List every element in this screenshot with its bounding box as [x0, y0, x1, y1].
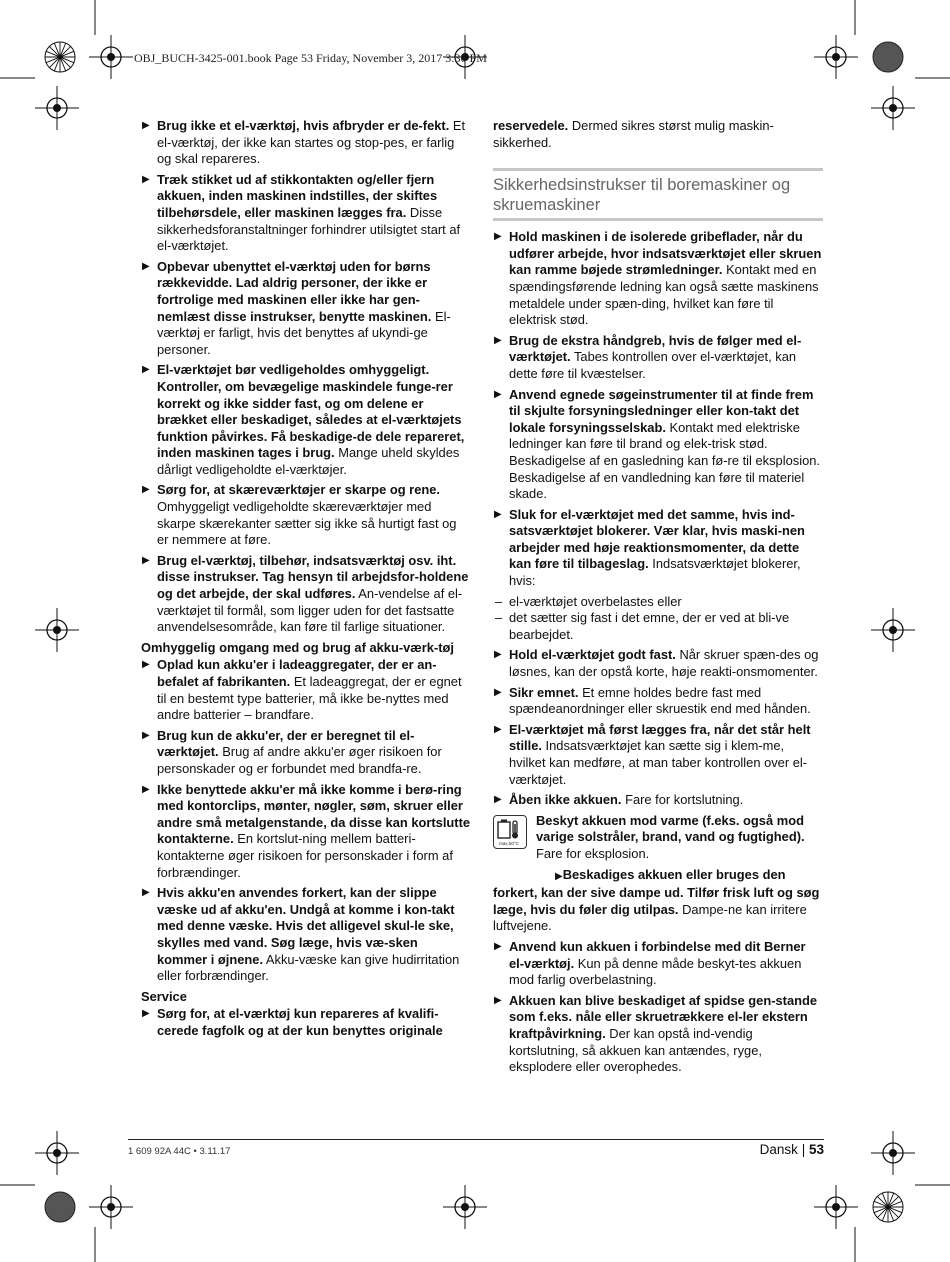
instruction-item — [493, 939, 823, 989]
footer-separator: | — [801, 1142, 806, 1157]
instruction-bold: Opbevar ubenyttet el-værktøj uden for børns rækkevidde. Lad aldrig personer, der ikke er fortrolige med maskinen eller ikke har gen-nemlæst disse instrukser, benytte maskinen. — [157, 258, 432, 324]
instruction-text: An-vendelse af el-værktøjet til formål, som ligger uden for det fastsatte anvendelsesområde, kan føre til farlige situationer. — [157, 586, 463, 635]
section-title: Sikkerhedsinstrukser til boremaskiner og skruemaskiner — [493, 168, 823, 221]
instruction-item — [141, 553, 471, 636]
instruction-text: Omhyggeligt vedligeholdte skæreværktøjer med skarpe skærekanter sætter sig ikke så hurtigt fast og er nemmere at føre. — [157, 499, 457, 548]
print-slug: OBJ_BUCH-3425-001.book Page 53 Friday, November 3, 2017 3:36 PM — [134, 51, 487, 65]
bullet-arrow-icon: ▶ — [494, 994, 502, 1006]
instruction-item — [141, 118, 471, 168]
bullet-arrow-icon: ▶ — [494, 231, 502, 243]
instruction-item — [493, 685, 823, 718]
bullet-arrow-icon: ▶ — [142, 1008, 150, 1020]
instruction-bold: Brug kun de akku'er, der er beregnet til el-værktøjet. — [157, 727, 415, 760]
instruction-bold: Hvis akku'en anvendes forkert, kan der slippe væske ud af akku'en. Undgå at komme i kon-takt med denne væske. Hvis det alligevel skul-le ske, skylles med vand. Søg læge, hvis væ-sken kommer i øjnene. — [157, 885, 455, 967]
instruction-bold: Hold maskinen i de isolerede gribeflader, når du udfører arbejde, hvor indsatsværktøjet eller skruen kan ramme bøjede strømledninger. — [509, 229, 822, 278]
footer-code: 1 609 92A 44C • 3.11.17 — [128, 1146, 231, 1157]
instruction-item — [493, 507, 823, 590]
heat-warning-text — [536, 813, 823, 863]
instruction-text: Disse sikkerhedsforanstaltninger forhindrer utilsigtet start af el-værktøjet. — [157, 204, 461, 254]
heat-warning-rest: Fare for eksplosion. — [536, 845, 650, 861]
instruction-text: Kontakt med elektriske ledninger kan føre til brand og elek-trisk stød. Beskadigelse af en gasledning kan fø-re til eksplosion. Beskadigelse af en vandledning kan føre til materiel skade. — [509, 419, 820, 502]
instruction-bold: Anvend egnede søgeinstrumenter til at finde frem til skjulte forsyningsledninger eller kon-takt det lokale forsyningsselskab. — [509, 386, 814, 435]
instruction-item — [141, 728, 471, 778]
instruction-text: Indsatsværktøjet kan sætte sig i klem-me, hvilket kan medføre, at man taber kontrollen over el-værktøjet. — [509, 738, 808, 787]
instruction-item — [141, 172, 471, 255]
bullet-arrow-icon: ▶ — [494, 649, 502, 661]
bullet-arrow-icon: ▶ — [142, 364, 150, 376]
dash-text: el-værktøjet overbelastes eller — [509, 593, 682, 609]
heat-warning-bold: Beskyt akkuen mod varme (f.eks. også mod varige solstråler, brand, vand og fugtighed). — [536, 812, 805, 845]
bullet-arrow-icon: ▶ — [142, 120, 150, 131]
dash-list-item — [493, 594, 823, 611]
instruction-bold: Sørg for, at el-værktøj kun repareres af kvalifi-cerede fagfolk og at der kun benyttes originale — [157, 1006, 443, 1038]
bullet-arrow-icon: ▶ — [494, 723, 502, 735]
instruction-bold: Træk stikket ud af stikkontakten og/eller fjern akkuen, inden maskinen indstilles, der skiftes tilbehørsdele, eller maskinen lægges fra. — [157, 171, 438, 220]
instruction-bold: Akkuen kan blive beskadiget af spidse gen-stande som f.eks. nåle eller skruetrækkere el-ler ekstern kraftpåvirkning. — [509, 992, 818, 1041]
instruction-item — [493, 333, 823, 383]
instruction-bold: Brug de ekstra håndgreb, hvis de følger med el-værktøjet. — [509, 332, 802, 365]
instruction-item — [141, 259, 471, 359]
instruction-bold: El-værktøjet bør vedligeholdes omhyggeligt. Kontroller, om bevægelige maskindele funge-rer korrekt og ikke sidder fast, og om delene er brækket eller beskadiget, således at el-værktøjets funktion påvirkes. Få beskadige-de dele repareret, inden maskinen tages i brug. — [157, 362, 465, 461]
instruction-item — [493, 647, 823, 680]
instruction-text: Kontakt med en spændingsførende ledning kan også sætte maskinens metaldele under spæn-ding, hvilket kan føre til elektrisk stød. — [509, 262, 819, 328]
bullet-arrow-icon: ▶ — [142, 659, 150, 671]
bullet-arrow-icon: ▶ — [494, 940, 502, 952]
vapour-warning: ▶Beskadiges akkuen eller bruges den forkert, kan der sive dampe ud. Tilfør frisk luft og søg læge, hvis du føler dig utilpas. Dampe-ne kan irritere luftvejene. — [493, 866, 820, 934]
instruction-text: Kun på denne måde beskyt-tes akkuen mod farlig overbelastning. — [509, 955, 802, 988]
instruction-text: En kortslut-ning mellem batteri-kontakterne øger risikoen for personskader i form af forbrændinger. — [157, 831, 453, 880]
instruction-bold: El-værktøjet må først lægges fra, når det står helt stille. — [509, 721, 811, 754]
instruction-text: El-værktøj er farligt, hvis det benyttes af ukyndi-ge personer. — [157, 308, 451, 357]
instruction-text: Brug af andre akku'er øger risikoen for personskader og er forbundet med brandfa-re. — [157, 744, 442, 776]
svg-text:max.50°C: max.50°C — [499, 840, 519, 846]
instruction-text: Et emne holdes bedre fast med spændeanordninger eller skruestik end med hånden. — [509, 684, 811, 717]
bullet-arrow-icon: ▶ — [142, 887, 150, 899]
instruction-item — [141, 362, 471, 478]
instruction-bold: Sørg for, at skæreværktøjer er skarpe og rene. — [157, 482, 440, 498]
instruction-bold: Brug ikke et el-værktøj, hvis afbryder er de-fekt. — [157, 118, 450, 133]
battery-temperature-icon — [493, 815, 527, 849]
instruction-item — [141, 1006, 471, 1039]
vapour-warning-bold: Beskadiges akkuen eller bruges den forkert, kan der sive dampe ud. Tilfør frisk luft og søg læge, hvis du føler dig utilpas. — [493, 866, 820, 917]
instruction-text: Mange uheld skyldes dårligt vedligeholdte el-værktøjer. — [157, 445, 460, 477]
instruction-text: Fare for kortslutning. — [621, 792, 744, 808]
instruction-bold: Oplad kun akku'er i ladeaggregater, der er an-befalet af fabrikanten. — [157, 657, 437, 689]
instruction-text: Et el-værktøj, der ikke kan startes og stop-pes, er farlig og skal repareres. — [157, 118, 466, 167]
instruction-item — [141, 482, 471, 548]
instruction-item — [493, 387, 823, 503]
bullet-arrow-icon: ▶ — [494, 794, 502, 806]
continued-bold: reservedele. — [493, 118, 569, 133]
bullet-arrow-icon: ▶ — [142, 484, 150, 496]
instruction-bold: Hold el-værktøjet godt fast. — [509, 647, 676, 663]
vapour-warning-rest: Dampe-ne kan irritere luftvejene. — [493, 901, 807, 934]
heat-warning — [493, 813, 823, 863]
bullet-arrow-icon: ▶ — [142, 554, 150, 566]
instruction-item — [141, 782, 471, 882]
bullet-arrow-icon: ▶ — [494, 334, 502, 346]
footer-language: Dansk — [759, 1142, 798, 1157]
footer-page-label — [760, 1142, 824, 1157]
instruction-bold: Anvend kun akkuen i forbindelse med dit Berner el-værktøj. — [509, 938, 806, 971]
instruction-bold: Ikke benyttede akku'er må ikke komme i berø-ring med kontorclips, mønter, nøgler, søm, skruer eller andre små metalgenstande, da disse kan kortslutte kontakterne. — [157, 781, 471, 847]
instruction-text: Tabes kontrollen over el-værktøjet, kan dette føre til kvæstelser. — [509, 349, 797, 381]
instruction-text: Indsatsværktøjet blokerer, hvis: — [509, 556, 801, 589]
footer-page-number: 53 — [808, 1142, 824, 1157]
continued-text: Dermed sikres størst mulig maskin-sikkerhed. — [493, 118, 774, 150]
right-column — [493, 118, 823, 1080]
instruction-item — [493, 229, 823, 329]
instruction-bold: Brug el-værktøj, tilbehør, indsatsværktøj osv. iht. disse instrukser. Tag hensyn til arbejdsfor-holdene og det arbejde, der skal udføres. — [157, 552, 469, 602]
instruction-item — [141, 885, 471, 985]
bullet-arrow-icon: ▶ — [142, 729, 150, 741]
subheading-service: Service — [141, 988, 187, 1004]
footer-rule — [128, 1139, 824, 1140]
left-column — [141, 118, 471, 1043]
subheading-battery-use: Omhyggelig omgang med og brug af akku-værk-tøj — [141, 639, 454, 655]
bullet-arrow-icon: ▶ — [142, 260, 150, 272]
instruction-item — [141, 657, 471, 723]
bullet-arrow-icon: ▶ — [494, 508, 502, 520]
instruction-text: Når skruer spæn-des og løsnes, kan der opstå korte, høje reakti-onsmomenter. — [509, 647, 819, 680]
instruction-text: Et ladeaggregat, der er egnet til en bestemt type batterier, må ikke be-nyttes med andre batterier – brandfare. — [157, 674, 462, 723]
instruction-bold: Sluk for el-værktøjet med det samme, hvis ind-satsværktøjet blokerer. Vær klar, hvis maski-nen arbejder med høje reaktionsmomenter, da dette kan føre til tilbageslag. — [509, 506, 805, 572]
dash-marker: – — [495, 593, 503, 609]
instruction-bold: Åben ikke akkuen. — [509, 792, 622, 808]
dash-text: det sætter sig fast i det emne, der er ved at bli-ve bearbejdet. — [509, 610, 790, 642]
instruction-item — [493, 993, 823, 1076]
bullet-arrow-icon: ▶ — [142, 783, 150, 795]
instruction-bold: Sikr emnet. — [509, 684, 579, 700]
continued-paragraph — [493, 118, 823, 151]
bullet-arrow-icon: ▶ — [494, 686, 502, 698]
instruction-text: Der kan opstå ind-vendig kortslutning, så akkuen kan antændes, ryge, eksplodere eller overophedes. — [509, 1025, 762, 1075]
instruction-item — [493, 722, 823, 788]
bullet-arrow-icon: ▶ — [142, 173, 150, 185]
dash-marker: – — [495, 610, 503, 626]
bullet-arrow-icon: ▶ — [494, 388, 502, 400]
instruction-text: Akku-væske kan give hudirritation eller forbrændinger. — [157, 951, 460, 984]
dash-list-item — [493, 610, 823, 643]
instruction-item — [493, 792, 823, 809]
